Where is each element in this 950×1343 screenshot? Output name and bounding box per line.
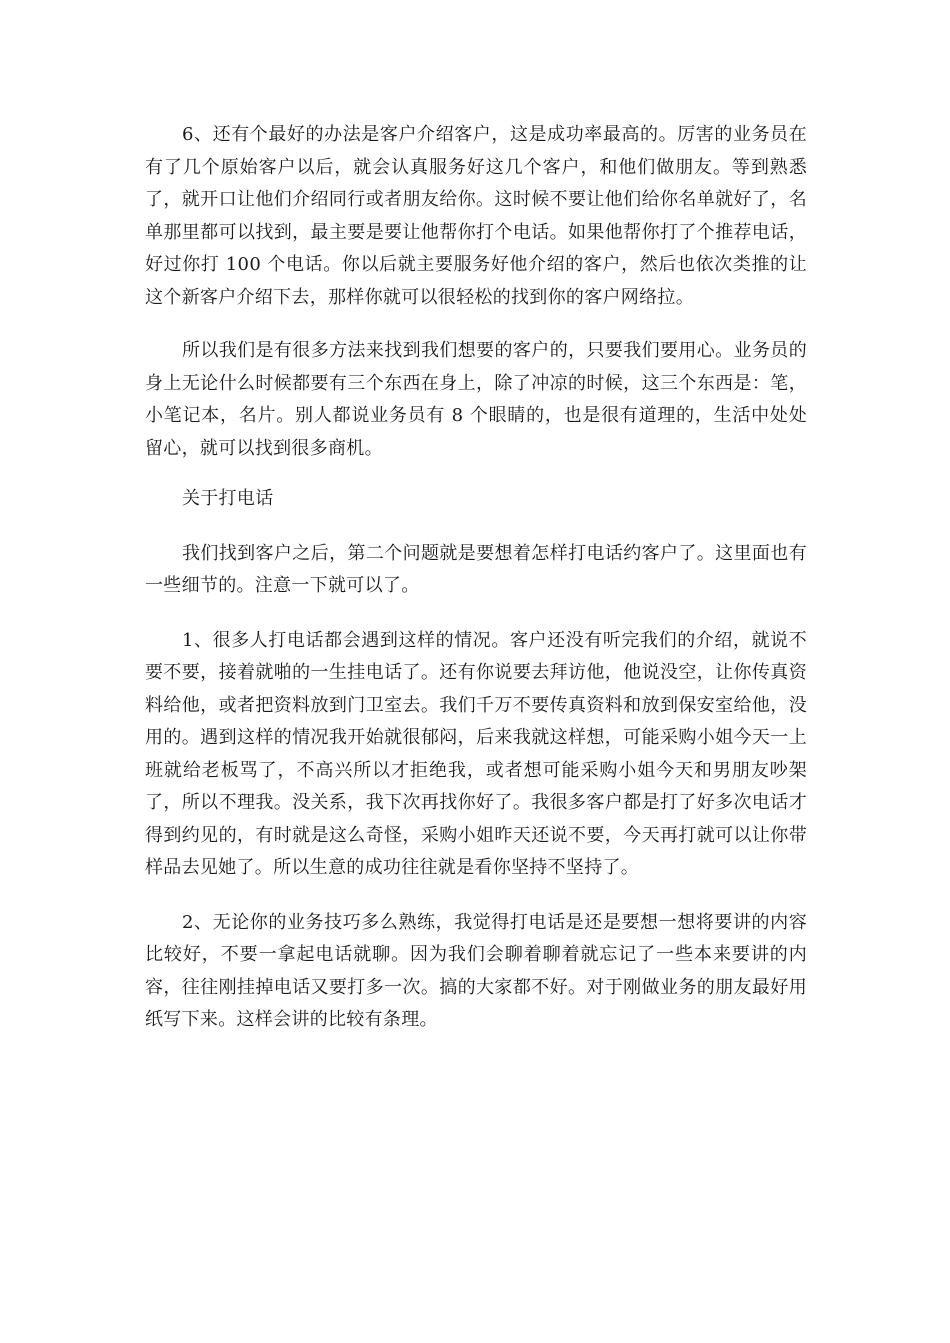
document-body [145,119,807,1059]
paragraph-referral-method: 6、还有个最好的办法是客户介绍客户，这是成功率最高的。厉害的业务员在有了几个原始客户以后，就会认真服务好这几个客户，和他们做朋友。等到熟悉了，就开口让他们介绍同行或者朋友给你。这时候不要让他们给你名单就好了，名单那里都可以找到，最主要是要让他帮你打个电话。如果他帮你打了个推荐电话，好过你打 100 个电话。你以后就主要服务好他介绍的客户，然后也依次类推的让这个新客户介绍下去，那样你就可以很轻松的找到你的客户网络拉。 [145,124,807,308]
paragraph-point-2: 2、无论你的业务技巧多么熟练，我觉得打电话是还是要想一想将要讲的内容比较好，不要一拿起电话就聊。因为我们会聊着聊着就忘记了一些本来要讲的内容，往往刚挂掉电话又要打多一次。搞的大家都不好。对于刚做业务的朋友最好用纸写下来。这样会讲的比较有条理。 [145,911,807,1030]
paragraph-many-methods: 所以我们是有很多方法来找到我们想要的客户的，只要我们要用心。业务员的身上无论什么时候都要有三个东西在身上，除了冲凉的时候，这三个东西是：笔，小笔记本，名片。别人都说业务员有 8 个眼睛的，也是很有道理的，生活中处处留心，就可以找到很多商机。 [145,340,807,459]
paragraph-phone-intro: 我们找到客户之后，第二个问题就是要想着怎样打电话约客户了。这里面也有一些细节的。注意一下就可以了。 [145,542,807,596]
section-heading-phone-calls: 关于打电话 [182,488,274,509]
paragraph-point-1: 1、很多人打电话都会遇到这样的情况。客户还没有听完我们的介绍，就说不要不要，接着就啪的一生挂电话了。还有你说要去拜访他，他说没空，让你传真资料给他，或者把资料放到门卫室去。我们千万不要传真资料和放到保安室给他，没用的。遇到这样的情况我开始就很郁闷，后来我就这样想，可能采购小姐今天一上班就给老板骂了，不高兴所以才拒绝我，或者想可能采购小姐今天和男朋友吵架了，所以不理我。没关系，我下次再找你好了。我很多客户都是打了好多次电话才得到约见的，有时就是这么奇怪，采购小姐昨天还说不要，今天再打就可以让你带样品去见她了。所以生意的成功往往就是看你坚持不坚持了。 [145,629,807,878]
